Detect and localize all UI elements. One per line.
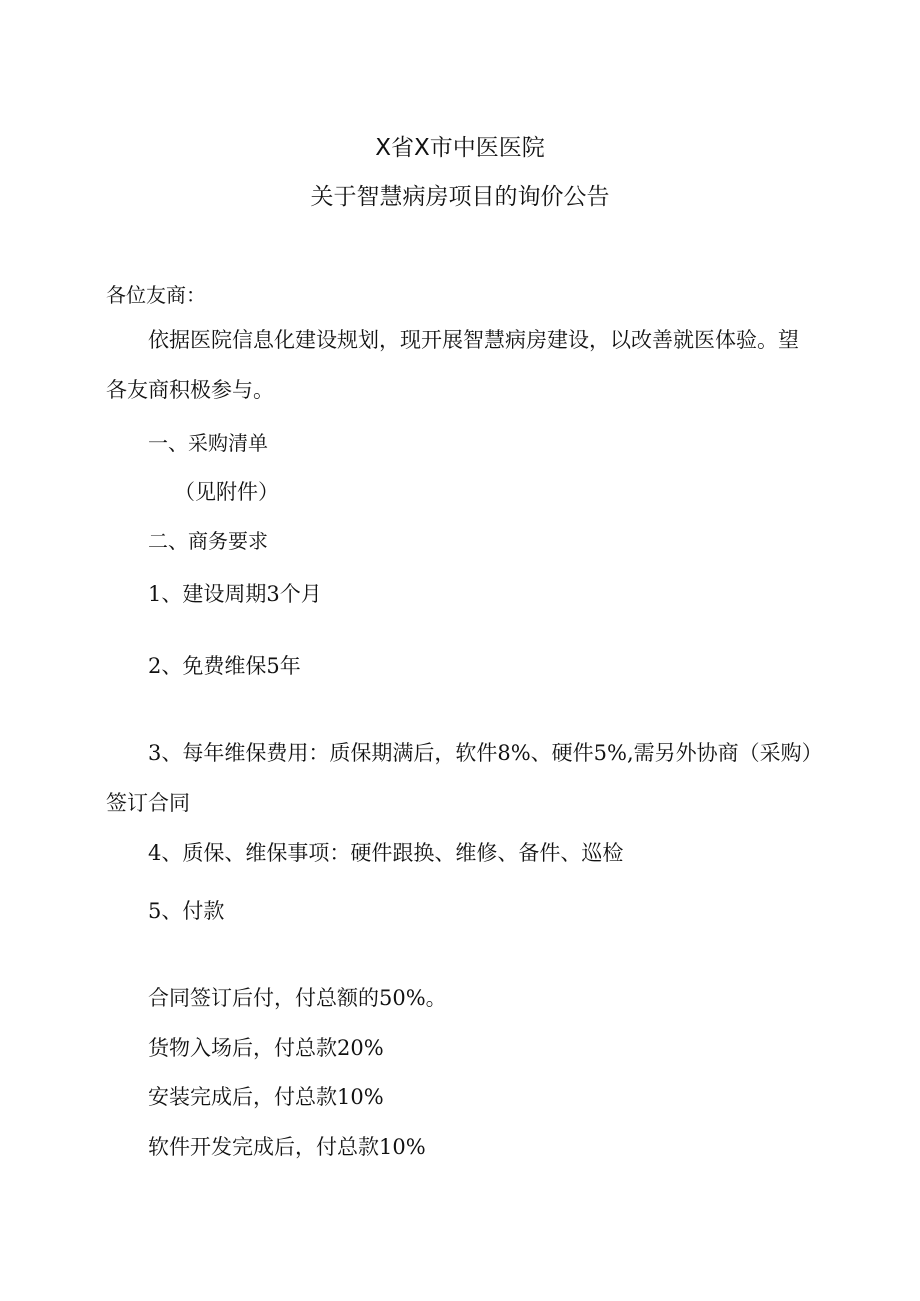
section-heading-procurement-list: 一、采购清单 [148,431,268,455]
requirement-item-2: 2、免费维保5年 [148,654,301,678]
payment-term-3: 安装完成后，付总款10% [148,1085,384,1109]
requirement-item-5: 5、付款 [148,899,225,923]
document-title-line2: 关于智慧病房项目的询价公告 [310,184,610,210]
procurement-list-note: （见附件） [174,480,279,504]
requirement-item-4: 4、质保、维保事项：硬件跟换、维修、备件、巡检 [148,841,624,865]
intro-paragraph-line1: 依据医院信息化建设规划，现开展智慧病房建设，以改善就医体验。望 [148,328,799,352]
payment-term-2: 货物入场后，付总款20% [148,1036,384,1060]
payment-term-4: 软件开发完成后，付总款10% [148,1135,426,1159]
salutation: 各位友商： [106,283,206,307]
requirement-item-1: 1、建设周期3个月 [148,582,322,606]
intro-paragraph-line2: 各友商积极参与。 [106,378,274,402]
section-heading-business-requirements: 二、商务要求 [148,529,268,553]
requirement-item-3: 3、每年维保费用：质保期满后，软件8%、硬件5%,需另外协商（采购） [148,741,823,765]
requirement-item-3-continued: 签订合同 [106,791,190,815]
document-title-line1: X省X市中医医院 [375,135,545,161]
payment-term-1: 合同签订后付，付总额的50%。 [148,986,447,1010]
